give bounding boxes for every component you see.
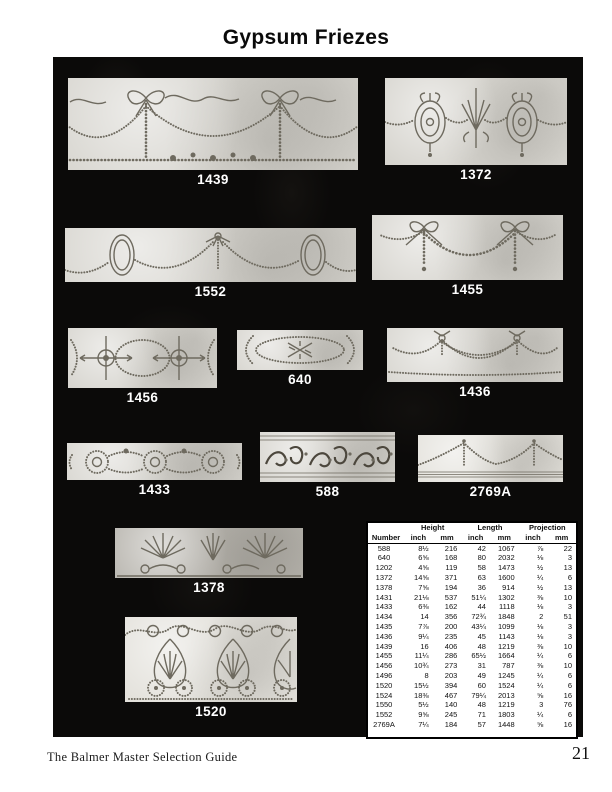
table-cell: 588	[377, 543, 391, 553]
frieze-art-1439	[68, 78, 358, 170]
table-cell: 1600	[497, 572, 515, 582]
table-cell: 57	[477, 719, 486, 729]
table-cell: 2	[539, 612, 544, 622]
frieze-art-1455	[372, 215, 563, 280]
table-cell: 273	[444, 661, 458, 671]
table-cell: 1143	[498, 631, 515, 641]
table-cell: ⅛	[537, 621, 544, 631]
table-cell: 203	[444, 670, 458, 680]
table-cell: 1664	[497, 651, 515, 661]
frieze-item-1456	[68, 328, 217, 405]
table-cell: 394	[444, 680, 458, 690]
frieze-label-1436: 1436	[459, 384, 491, 399]
frieze-item-1455	[372, 215, 563, 297]
frieze-item-1439	[68, 78, 358, 187]
table-cell: 21⅛	[414, 592, 429, 602]
table-cell: 162	[444, 602, 458, 612]
frieze-item-1433	[67, 443, 242, 497]
frieze-art-1436	[387, 328, 563, 382]
table-cell: 13	[563, 582, 572, 592]
table-cell: 18⅜	[414, 690, 429, 700]
col-header-length: Length	[477, 523, 503, 532]
frieze-photo-1378	[115, 528, 303, 578]
table-cell: 7¼	[418, 719, 429, 729]
table-cell: 3	[567, 631, 572, 641]
sub-header-length-mm: mm	[490, 533, 519, 543]
table-cell: 1245	[497, 670, 515, 680]
table-cell: 406	[444, 641, 458, 651]
table-cell: 7⅝	[418, 582, 429, 592]
table-cell: 8	[424, 670, 429, 680]
frieze-item-1552	[65, 228, 356, 299]
table-cell: 10	[563, 592, 572, 602]
frieze-photo-1456	[68, 328, 217, 388]
table-row	[368, 543, 576, 553]
table-cell: 194	[444, 582, 458, 592]
table-cell: 13	[563, 563, 572, 573]
table-cell: 184	[444, 719, 458, 729]
table-cell: 245	[444, 710, 458, 720]
table-cell: 1302	[497, 592, 515, 602]
table-cell: ¼	[537, 680, 544, 690]
table-cell: 9⅝	[418, 710, 429, 720]
table-cell: 1433	[375, 602, 393, 612]
table-cell: 6	[567, 670, 572, 680]
table-cell: 22	[563, 543, 572, 553]
table-row	[368, 602, 576, 612]
table-cell: 1372	[375, 572, 393, 582]
table-row	[368, 563, 576, 573]
table-row	[368, 681, 576, 691]
table-cell: 48	[477, 700, 486, 710]
table-cell: 10	[563, 661, 572, 671]
table-cell: 914	[502, 582, 515, 592]
table-cell: 42	[477, 543, 486, 553]
frieze-item-1372	[385, 78, 567, 182]
table-cell: 6⅜	[418, 602, 429, 612]
table-cell: 2769A	[373, 719, 395, 729]
frieze-photo-1455	[372, 215, 563, 280]
table-cell: 10	[563, 641, 572, 651]
table-row	[368, 710, 576, 720]
table-cell: 76	[563, 700, 572, 710]
frieze-art-1372	[385, 78, 567, 165]
table-cell: 356	[444, 612, 458, 622]
table-cell: 3	[567, 602, 572, 612]
table-cell: ⅜	[537, 592, 544, 602]
frieze-photo-1439	[68, 78, 358, 170]
sub-header-projection-mm: mm	[547, 533, 576, 543]
table-cell: 6	[567, 651, 572, 661]
table-cell: 16	[563, 719, 572, 729]
table-cell: 371	[444, 572, 458, 582]
frieze-photo-1552	[65, 228, 356, 282]
frieze-art-1433	[67, 443, 242, 480]
table-row	[368, 671, 576, 681]
table-cell: ⅞	[537, 543, 544, 553]
table-cell: 537	[444, 592, 458, 602]
frieze-art-1552	[65, 228, 356, 282]
table-cell: 3	[567, 553, 572, 563]
table-row	[368, 691, 576, 701]
table-cell: 43¼	[471, 621, 486, 631]
table-cell: 1431	[375, 592, 393, 602]
table-row	[368, 553, 576, 563]
table-cell: 51	[563, 612, 572, 622]
table-cell: ⅜	[537, 641, 544, 651]
table-cell: ½	[537, 582, 544, 592]
table-cell: 1552	[375, 710, 393, 720]
table-cell: 1219	[497, 641, 515, 651]
table-cell: 1803	[497, 710, 515, 720]
table-cell: 1436	[375, 631, 393, 641]
frieze-photo-1372	[385, 78, 567, 165]
frieze-photo-2769A	[418, 435, 563, 482]
table-cell: 1434	[375, 612, 393, 622]
table-row	[368, 651, 576, 661]
frieze-photo-1520	[125, 617, 297, 702]
table-cell: ¼	[537, 572, 544, 582]
frieze-art-1456	[68, 328, 217, 388]
table-cell: 200	[444, 621, 458, 631]
footer-title: The Balmer Master Selection Guide	[47, 750, 238, 764]
frieze-label-1433: 1433	[138, 482, 171, 497]
spec-table-container	[366, 521, 578, 739]
table-cell: 2013	[497, 690, 515, 700]
table-cell: 467	[444, 690, 458, 700]
sub-header-height-mm: mm	[433, 533, 462, 543]
frieze-photo-1433	[67, 443, 242, 480]
table-cell: 6⅝	[418, 553, 429, 563]
table-cell: 79¼	[471, 690, 486, 700]
table-cell: 640	[377, 553, 391, 563]
table-cell: 31	[477, 661, 486, 671]
table-cell: 65½	[471, 651, 486, 661]
table-cell: 787	[502, 661, 515, 671]
table-row	[368, 612, 576, 622]
frieze-art-1520	[125, 617, 297, 702]
frieze-label-640: 640	[288, 372, 312, 387]
frieze-label-588: 588	[315, 484, 340, 499]
frieze-photo-588	[260, 432, 395, 482]
sub-header-height-inch: inch	[404, 533, 433, 543]
frieze-art-2769A	[418, 435, 563, 482]
table-cell: 36	[477, 582, 486, 592]
table-cell: 1118	[499, 602, 515, 612]
table-cell: ⅛	[537, 602, 544, 612]
table-cell: 16	[420, 641, 429, 651]
table-row	[368, 661, 576, 671]
frieze-item-2769A	[418, 435, 563, 499]
table-cell: ¼	[537, 651, 544, 661]
table-cell: 6	[567, 572, 572, 582]
table-cell: 119	[445, 563, 458, 573]
table-cell: 9¼	[418, 631, 429, 641]
table-cell: 71	[477, 710, 486, 720]
table-row	[368, 632, 576, 642]
table-cell: 14	[420, 612, 429, 622]
page-title: Gypsum Friezes	[222, 26, 390, 49]
table-cell: 51¼	[471, 592, 486, 602]
table-cell: 1524	[497, 680, 515, 690]
table-cell: ⅛	[537, 631, 544, 641]
table-cell: 1099	[497, 621, 515, 631]
table-cell: 3	[567, 621, 572, 631]
sub-header-projection-inch: inch	[519, 533, 548, 543]
table-cell: 14⅝	[414, 572, 429, 582]
frieze-photo-1436	[387, 328, 563, 382]
table-cell: 49	[477, 670, 486, 680]
table-cell: 140	[444, 700, 458, 710]
table-cell: 44	[477, 602, 486, 612]
table-cell: 1067	[497, 543, 515, 553]
sub-header-length-inch: inch	[461, 533, 490, 543]
table-row	[368, 700, 576, 710]
table-cell: ⅜	[537, 661, 544, 671]
frieze-label-1372: 1372	[460, 167, 492, 182]
table-cell: ⅝	[537, 719, 544, 729]
table-cell: 1524	[375, 690, 393, 700]
table-cell: 1448	[497, 719, 515, 729]
spec-table	[368, 523, 576, 730]
frieze-label-1552: 1552	[194, 284, 227, 299]
table-cell: 6	[567, 710, 572, 720]
frieze-art-1378	[115, 528, 303, 578]
table-cell: 72¾	[471, 612, 486, 622]
table-cell: 235	[444, 631, 458, 641]
table-cell: 1550	[375, 700, 393, 710]
frieze-label-2769A: 2769A	[469, 484, 512, 499]
frieze-art-640	[237, 330, 363, 370]
spec-table-body	[368, 543, 576, 730]
table-cell: 63	[477, 572, 486, 582]
table-cell: 58	[477, 563, 486, 573]
frieze-item-588	[260, 432, 395, 499]
table-cell: 168	[444, 553, 458, 563]
table-cell: 1435	[375, 621, 393, 631]
col-header-number: Number	[368, 523, 404, 543]
table-cell: ¼	[537, 710, 544, 720]
table-cell: 1456	[375, 661, 393, 671]
table-cell: 6	[567, 680, 572, 690]
table-cell: 286	[444, 651, 458, 661]
table-cell: 60	[477, 680, 486, 690]
table-cell: 5½	[418, 700, 429, 710]
table-cell: 80	[477, 553, 486, 563]
table-cell: 1439	[375, 641, 393, 651]
frieze-label-1439: 1439	[197, 172, 229, 187]
table-cell: 1848	[497, 612, 515, 622]
frieze-label-1378: 1378	[193, 580, 225, 595]
col-header-height: Height	[420, 523, 445, 532]
frieze-label-1456: 1456	[126, 390, 159, 405]
table-row	[368, 573, 576, 583]
table-cell: 3	[539, 700, 544, 710]
table-cell: 1378	[375, 582, 393, 592]
frieze-label-1520: 1520	[195, 704, 227, 719]
table-cell: 8½	[418, 543, 429, 553]
table-cell: 48	[477, 641, 486, 651]
table-cell: 4⅝	[418, 563, 429, 573]
table-row	[368, 642, 576, 652]
frieze-label-1455: 1455	[451, 282, 484, 297]
table-cell: 1473	[497, 563, 515, 573]
page-number: 21	[572, 743, 590, 763]
frieze-item-1436	[387, 328, 563, 399]
table-cell: 16	[563, 690, 572, 700]
table-cell: ½	[537, 563, 544, 573]
table-row	[368, 583, 576, 593]
frieze-item-640	[237, 330, 363, 387]
table-cell: ¼	[537, 670, 544, 680]
table-cell: ⅛	[537, 553, 544, 563]
table-row	[368, 593, 576, 603]
table-cell: 1496	[375, 670, 393, 680]
table-cell: 7⅞	[418, 621, 429, 631]
table-cell: ⅝	[537, 690, 544, 700]
table-cell: 11¼	[414, 651, 429, 661]
table-cell: 10¾	[414, 661, 429, 671]
table-cell: 1455	[375, 651, 393, 661]
table-cell: 1520	[375, 680, 393, 690]
frieze-item-1520	[125, 617, 297, 719]
col-header-projection: Projection	[528, 523, 566, 532]
table-cell: 1202	[375, 563, 393, 573]
table-cell: 2032	[497, 553, 515, 563]
table-cell: 216	[444, 543, 458, 553]
table-cell: 1219	[497, 700, 515, 710]
frieze-item-1378	[115, 528, 303, 595]
table-cell: 15½	[414, 680, 429, 690]
table-row	[368, 622, 576, 632]
table-row	[368, 720, 576, 730]
frieze-art-588	[260, 432, 395, 482]
table-cell: 45	[477, 631, 486, 641]
frieze-photo-640	[237, 330, 363, 370]
